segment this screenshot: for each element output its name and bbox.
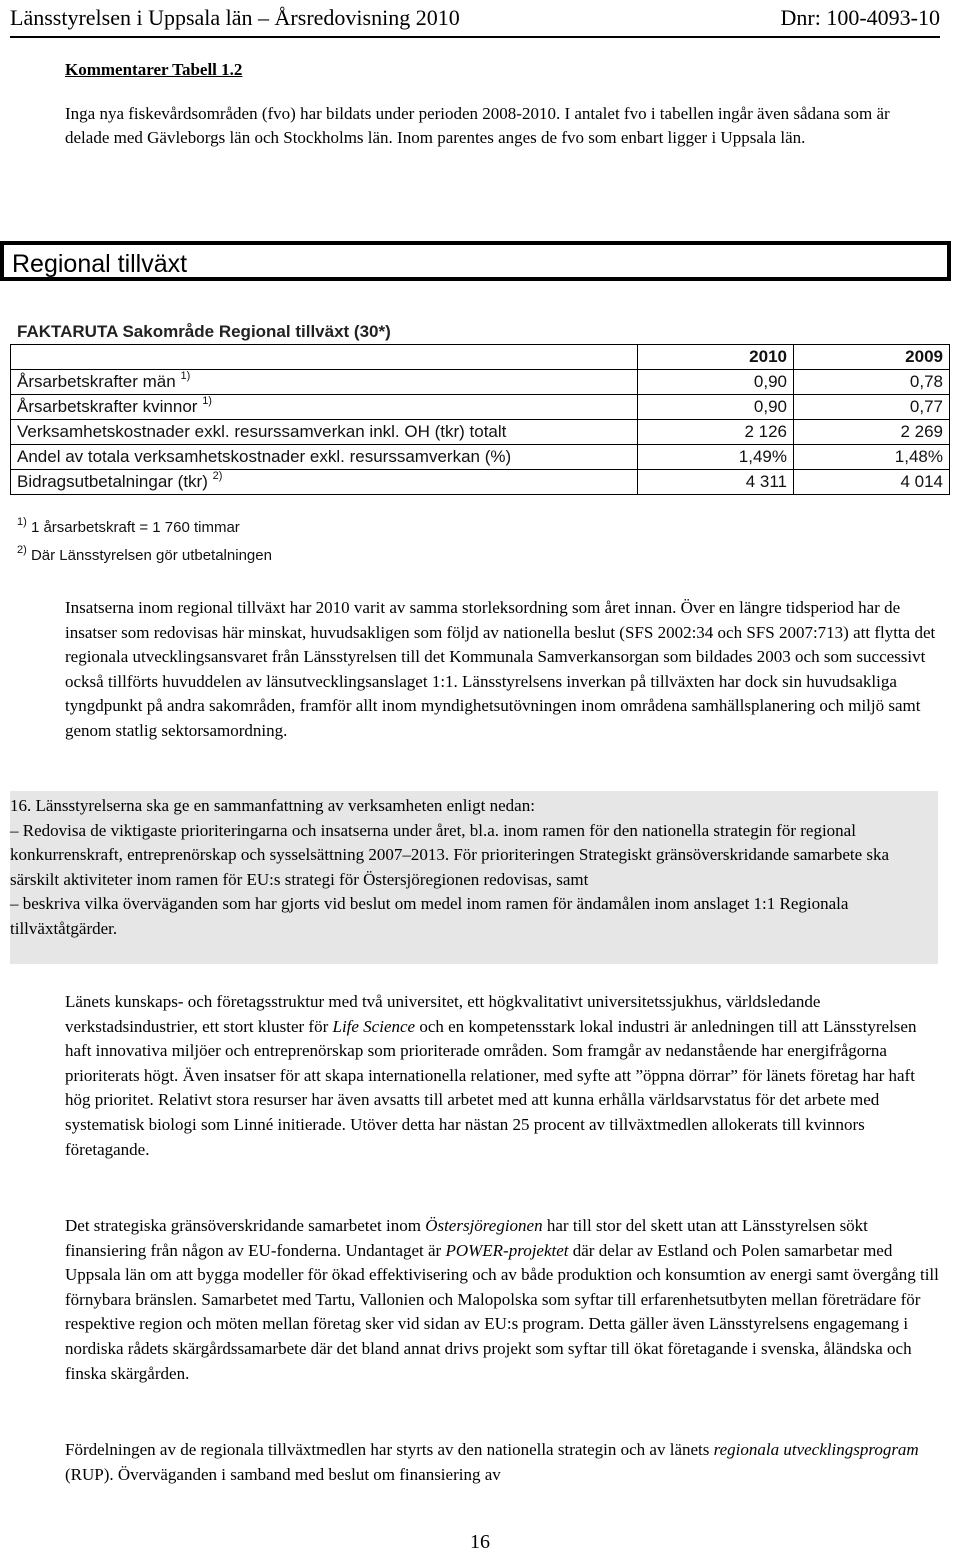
assignment-line-3: – beskriva vilka överväganden som har gjorts vid beslut om medel inom ramen för ändamålen inom anslaget 1:1 Regionala tillväxtåtgärder. bbox=[10, 894, 849, 938]
table-header-empty bbox=[11, 345, 638, 370]
faktaruta-table bbox=[10, 344, 950, 495]
header-document-number: Dnr: 100-4093-10 bbox=[780, 5, 940, 30]
row-label: Andel av totala verksamhetskostnader exkl. resurssamverkan (%) bbox=[11, 445, 638, 470]
value-2010: 0,90 bbox=[638, 370, 794, 395]
header-title: Länsstyrelsen i Uppsala län – Årsredovisning 2010 bbox=[10, 5, 460, 30]
year-2009-header: 2009 bbox=[794, 345, 950, 370]
paragraph-ostersjo: Det strategiska gränsöverskridande samarbetet inom Östersjöregionen har till stor del skett utan att Länsstyrelsen sökt finansiering från någon av EU-fonderna. Undantaget är POWER-projektet där delar av Estland och Polen samarbetar med Uppsala län om att bygga modeller för ökad effektivisering och av både produktion och konsumtion av energi samt övergång till förnybara bränslen. Samarbetet med Tartu, Vallonien och Malopolska som syftar till erfarenhetsutbyten mellan företrädare för respektive region och möten mellan företag sker vid sidan av EU:s program. Detta gäller även Länsstyrelsens engagemang i nordiska rådets skärgårdssamarbete där det bland annat drivs projekt som syftar till ökat företagande i svenska, åländska och finska skärgården. bbox=[65, 1216, 939, 1383]
value-2010: 0,90 bbox=[638, 395, 794, 420]
page-number: 16 bbox=[470, 1531, 490, 1553]
table-row bbox=[11, 470, 950, 495]
value-2009: 2 269 bbox=[794, 420, 950, 445]
year-2010-header: 2010 bbox=[638, 345, 794, 370]
value-2010: 1,49% bbox=[638, 445, 794, 470]
value-2009: 0,78 bbox=[794, 370, 950, 395]
paragraph-insatser: Insatserna inom regional tillväxt har 2010 varit av samma storleksordning som året innan. Över en längre tidsperiod har de insatser som redovisas här minskat, huvudsakligen som följd av nationella beslut (SFS 2002:34 och SFS 2007:713) att flytta det regionala utvecklingsansvaret från Länsstyrelsen till det Kommunala Samverkansorgan som bildades 2003 och som successivt också tillförts huvuddelen av länsutvecklingsanslaget 1:1. Länsstyrelsens inverkan på tillväxten har dock sin huvudsakliga tyngdpunkt på andra sakområden, framför allt inom myndighetsutövningen inom områdena samhällsplanering och miljö samt genom statlig sektorsamordning. bbox=[65, 598, 936, 740]
value-2010: 2 126 bbox=[638, 420, 794, 445]
value-2009: 4 014 bbox=[794, 470, 950, 495]
value-2010: 4 311 bbox=[638, 470, 794, 495]
section-heading-box bbox=[0, 241, 951, 281]
assignment-box bbox=[10, 791, 938, 964]
row-label: Årsarbetskrafter män $^{1)}$ bbox=[11, 370, 638, 395]
table-header-row bbox=[11, 345, 950, 370]
table-row bbox=[11, 370, 950, 395]
paragraph-fordelning: Fördelningen av de regionala tillväxtmedlen har styrts av den nationella strategin och av länets regionala utvecklingsprogram (RUP). Överväganden i samband med beslut om finansiering av bbox=[65, 1440, 919, 1484]
footnote-2: $^{2)}$ Där Länsstyrelsen gör utbetalningen bbox=[17, 544, 272, 564]
assignment-line-1: 16. Länsstyrelserna ska ge en sammanfattning av verksamheten enligt nedan: bbox=[10, 796, 535, 815]
row-label: Årsarbetskrafter kvinnor $^{1)}$ bbox=[11, 395, 638, 420]
assignment-line-2: – Redovisa de viktigaste prioriteringarna och insatserna under året, bl.a. inom ramen för den nationella strategin för regional konkurrenskraft, entreprenörskap och sysselsättning 2007–2013. För prioriteringen Strategiskt gränsöverskridande samarbete ska särskilt aktiviteter inom ramen för EU:s strategi för Östersjöregionen redovisas, samt bbox=[10, 820, 890, 889]
table-row bbox=[11, 395, 950, 420]
table-row bbox=[11, 445, 950, 470]
row-label: Bidragsutbetalningar (tkr) $^{2)}$ bbox=[11, 470, 638, 495]
assignment-text bbox=[10, 794, 930, 942]
table-row bbox=[11, 420, 950, 445]
footnote-1: $^{1)}$ 1 årsarbetskraft = 1 760 timmar bbox=[17, 516, 240, 536]
value-2009: 0,77 bbox=[794, 395, 950, 420]
header-rule bbox=[10, 36, 940, 38]
comment-body: Inga nya fiskevårdsområden (fvo) har bildats under perioden 2008-2010. I antalet fvo i tabellen ingår även sådana som är delade med Gävleborgs län och Stockholms län. Inom parentes anges de fvo som enbart ligger i Uppsala län. bbox=[65, 104, 890, 147]
row-label: Verksamhetskostnader exkl. resurssamverkan inkl. OH (tkr) totalt bbox=[11, 420, 638, 445]
value-2009: 1,48% bbox=[794, 445, 950, 470]
section-title: Regional tillväxt bbox=[12, 250, 188, 278]
comment-title: Kommentarer Tabell 1.2 bbox=[65, 60, 243, 79]
faktaruta-title: FAKTARUTA Sakområde Regional tillväxt (30*) bbox=[17, 322, 391, 341]
paragraph-kunskap: Länets kunskaps- och företagsstruktur med två universitet, ett högkvalitativt universitetssjukhus, världsledande verkstadsindustrier, ett stort kluster för Life Science och en kompetensstark lokal industri är anledningen till att Länsstyrelsen haft innovativa miljöer och entreprenörskap som prioriterade områden. Som framgår av nedanstående har energifrågorna prioriterats högt. Även insatser för att skapa internationella relationer, med syfte att ”öppna dörrar” för länets företag har haft hög prioritet. Relativt stora resurser har även avsatts till arbetet med att kunna erhålla världsarvstatus för det arbete med systematisk biologi som Linné initierade. Utöver detta har nästan 25 procent av tillväxtmedlen allokerats till kvinnors företagande. bbox=[65, 992, 917, 1159]
page-header bbox=[10, 5, 940, 31]
